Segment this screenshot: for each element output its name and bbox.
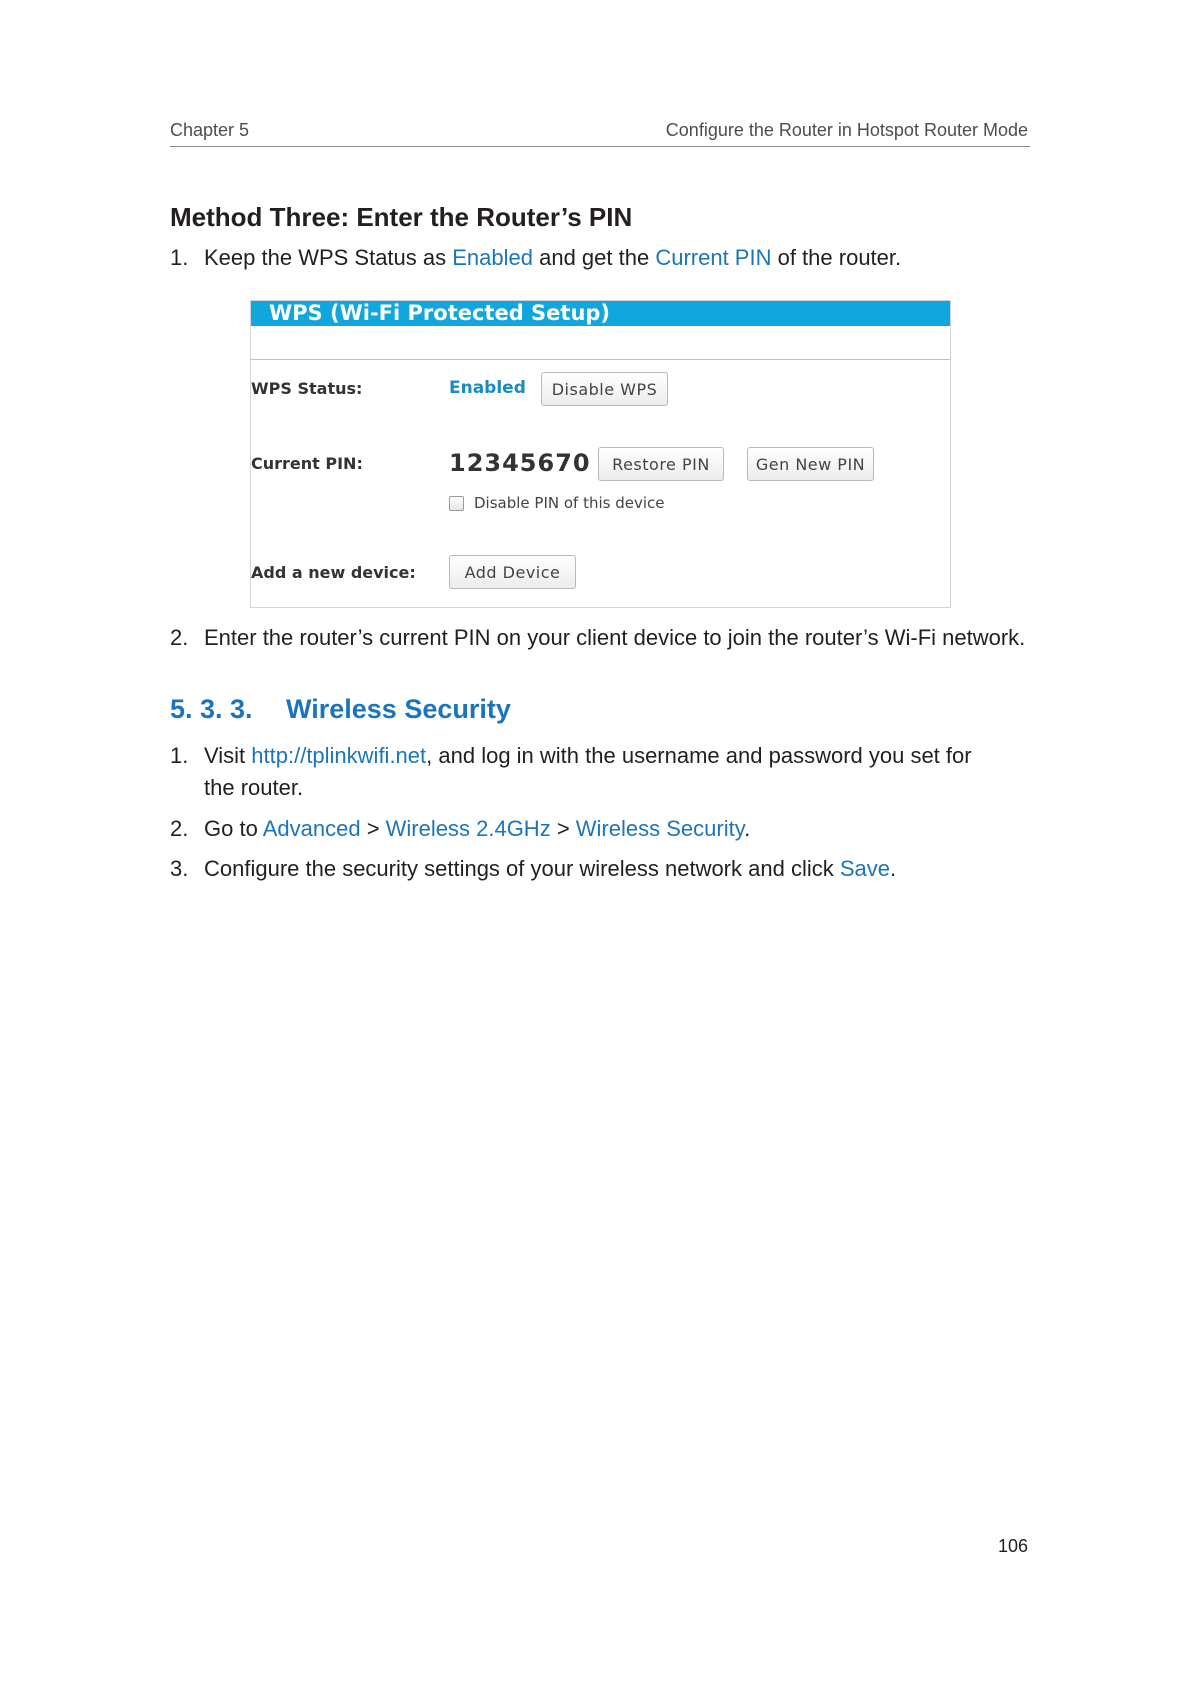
advanced-link[interactable]: Advanced [262, 816, 361, 841]
page-number: 106 [997, 1536, 1028, 1556]
current-pin-link[interactable]: Current PIN [655, 245, 772, 270]
wps-status-value: Enabled [449, 378, 526, 398]
list-item [170, 813, 1030, 845]
method-heading: Method Three: Enter the Router’s PIN [170, 202, 633, 232]
list-item [170, 853, 1030, 885]
wps-panel [250, 300, 951, 608]
add-device-button[interactable]: Add Device [449, 555, 576, 589]
disable-pin-checkbox[interactable] [449, 496, 464, 511]
running-header-title: Configure the Router in Hotspot Router Mode [665, 120, 1028, 140]
list-item [170, 622, 1030, 654]
list-text: Keep the WPS Status as Enabled and get the Current PIN of the router. [204, 245, 902, 270]
wireless-24ghz-link[interactable]: Wireless 2.4GHz [385, 816, 551, 841]
chapter-label: Chapter 5 [170, 120, 250, 140]
disable-wps-button[interactable]: Disable WPS [541, 372, 668, 406]
list-number: 3. [170, 856, 189, 881]
restore-pin-button[interactable]: Restore PIN [598, 447, 724, 481]
list-number: 1. [170, 245, 189, 270]
wireless-security-link[interactable]: Wireless Security [575, 816, 745, 841]
wps-status-label: WPS Status: [251, 379, 363, 398]
list-number: 1. [170, 743, 189, 768]
save-link[interactable]: Save [839, 856, 890, 881]
current-pin-label: Current PIN: [251, 454, 363, 473]
list-item [170, 242, 1030, 274]
section-number: 5. 3. 3. [170, 694, 253, 724]
list-number: 2. [170, 625, 189, 650]
panel-title: WPS (Wi-Fi Protected Setup) [251, 301, 950, 326]
disable-pin-checkbox-label: Disable PIN of this device [474, 494, 665, 512]
current-pin-value: 12345670 [449, 449, 591, 477]
list-number: 2. [170, 816, 189, 841]
list-text: Visit http://tplinkwifi.net, and log in with the username and password you set for [204, 743, 972, 768]
gen-new-pin-button[interactable]: Gen New PIN [747, 447, 874, 481]
enabled-link[interactable]: Enabled [452, 245, 533, 270]
list-text: Configure the security settings of your wireless network and click Save. [204, 856, 897, 881]
header-rule [170, 146, 1030, 147]
tplinkwifi-link[interactable]: http://tplinkwifi.net [251, 743, 427, 768]
add-device-label: Add a new device: [251, 563, 416, 582]
list-text: Go to Advanced > Wireless 2.4GHz > Wireless Security. [204, 816, 751, 841]
list-text-continued: the router. [204, 775, 304, 800]
section-title: Wireless Security [286, 694, 511, 724]
list-text: Enter the router’s current PIN on your client device to join the router’s Wi-Fi network. [204, 625, 1026, 650]
list-item [170, 740, 1030, 804]
panel-divider [251, 359, 950, 360]
